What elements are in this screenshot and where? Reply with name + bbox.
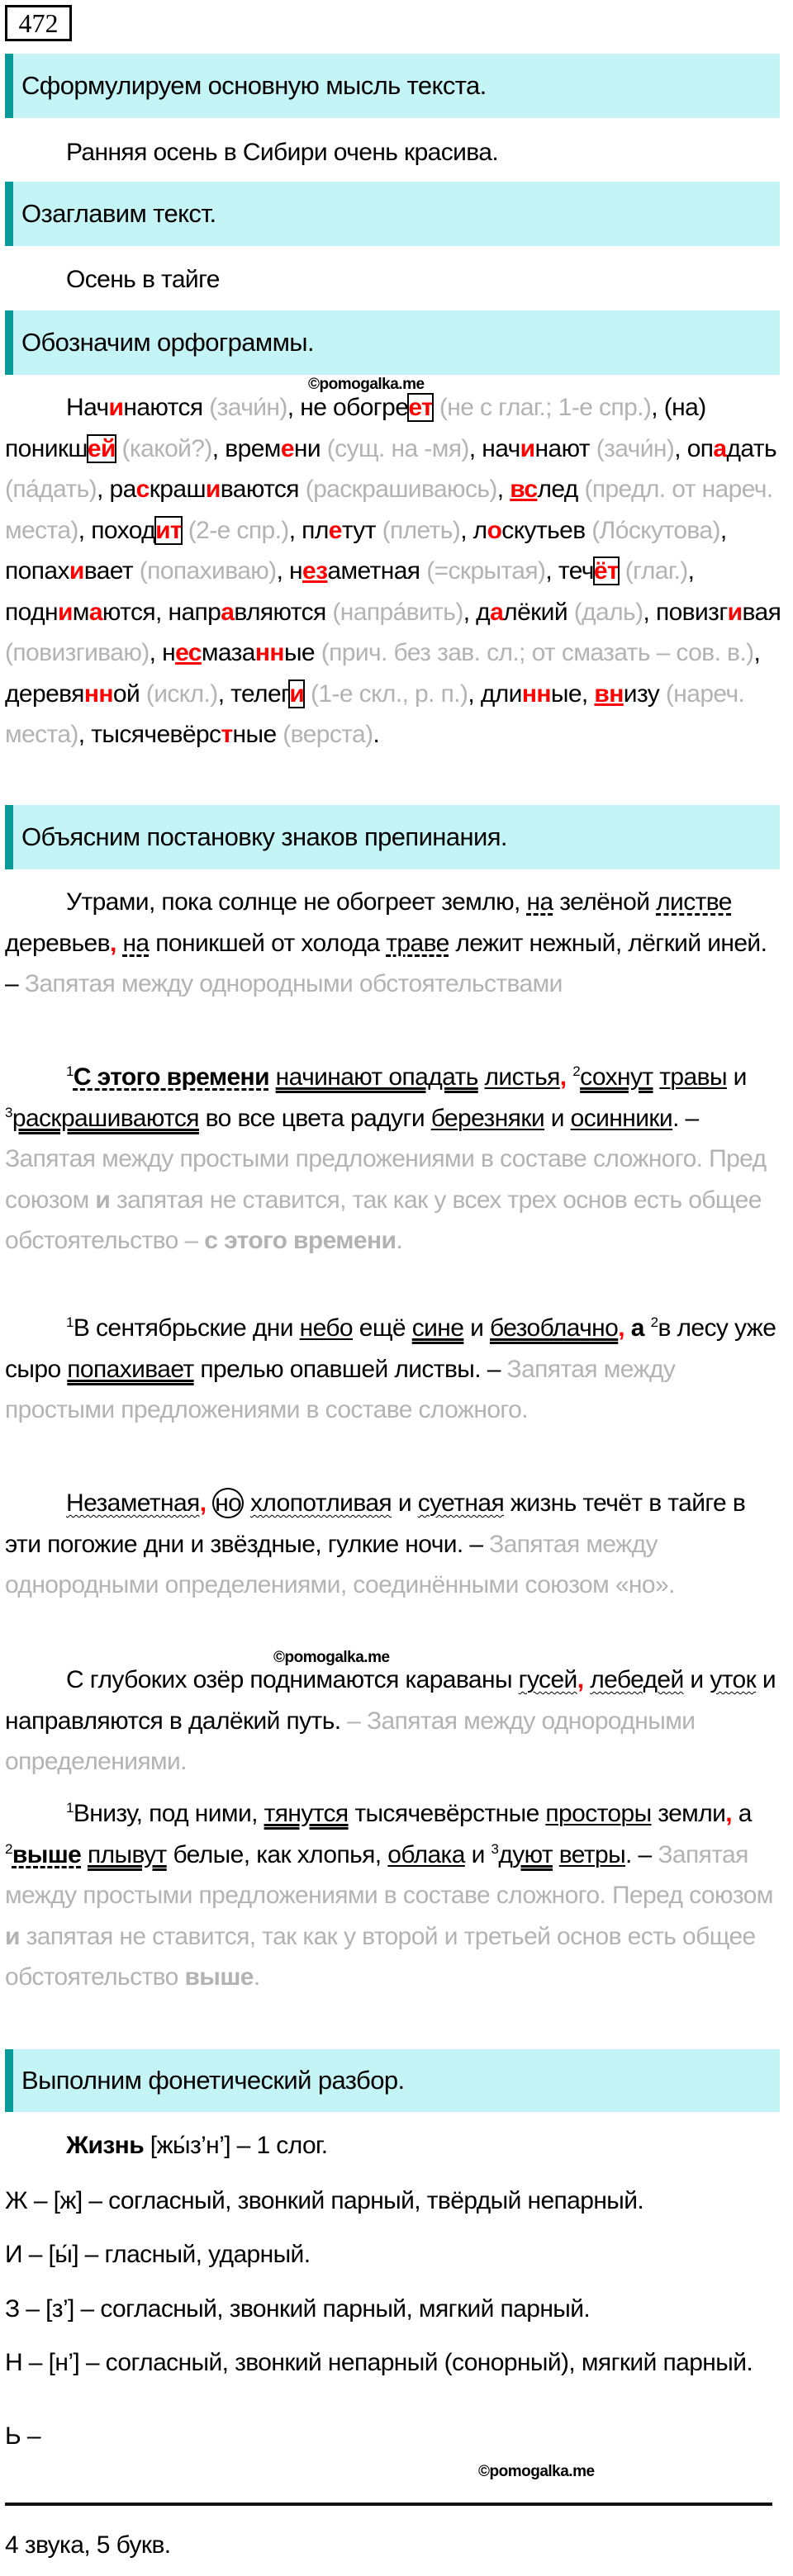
punctuation-comma: ,: [618, 1314, 624, 1342]
text: [553, 1841, 559, 1868]
phonetic-letter-n: Н – [н’] – согласный, звонкий непарный (сонорный), мягкий парный.: [5, 2349, 753, 2376]
text: .: [373, 721, 380, 748]
boxed-ending: и: [289, 680, 305, 708]
punctuation-paragraph-4: [5, 1483, 783, 1606]
text: ые: [283, 639, 321, 666]
comment-text: Запятая между простыми предложениями в составе сложного. Пред союзом: [5, 1145, 767, 1214]
predicate: плывут: [87, 1840, 167, 1868]
comment-text: (искл.): [145, 680, 218, 708]
orthogram-letter: и: [57, 598, 73, 626]
comment-text: запятая не ставится, так как у второй и третьей основ есть общее обстоятельство: [5, 1922, 756, 1991]
subject: травы: [659, 1063, 727, 1091]
text: поникшей от холода: [149, 929, 387, 957]
text: ни: [293, 434, 327, 462]
clause-number: 1: [66, 1314, 74, 1330]
subject: осинники: [570, 1104, 673, 1132]
text: во все цвета радуги: [198, 1104, 431, 1132]
punctuation-comma: ,: [577, 1666, 584, 1693]
text: зелёной: [553, 888, 657, 916]
text: и: [544, 1104, 571, 1132]
orthogram-letter: нн: [254, 639, 284, 666]
clause-number: 2: [572, 1063, 581, 1079]
comment-text: Запятая между однородными определениями, соединёнными союзом «но».: [5, 1530, 675, 1598]
comment-text: (верста): [283, 721, 373, 748]
text: краш: [149, 476, 206, 503]
predicate: начинают опадать: [275, 1063, 478, 1091]
text: , тысячевёрс: [78, 721, 221, 748]
orthogram-letter: и: [520, 434, 535, 462]
comment-text: (глаг.): [624, 557, 688, 585]
punctuation-paragraph-6: [5, 1793, 783, 1998]
text: ваются: [220, 476, 306, 503]
subject: листья: [484, 1063, 560, 1091]
text: жизнь течёт в тайге в эти погожие дни и звёздные, гулкие ночи. –: [5, 1489, 746, 1558]
watermark: ©pomogalka.me: [273, 1649, 390, 1666]
attribute: хлопотливая: [250, 1489, 392, 1517]
comment-text: (нареч. места): [5, 680, 745, 748]
text: вая: [742, 598, 781, 626]
text: лежит нежный, лёгкий иней. –: [5, 929, 767, 997]
text: Утрами, пока солнце не обогреет землю,: [66, 888, 527, 916]
phonetic-summary: 4 звука, 5 букв.: [5, 2531, 171, 2559]
subject: березняки: [430, 1104, 545, 1132]
predicate: попахивает: [67, 1355, 194, 1383]
text: прелью опавшей листвы. –: [193, 1355, 507, 1383]
text: , врем: [211, 434, 281, 462]
text: , попах: [5, 516, 727, 585]
comment-text: (какой?): [121, 434, 212, 462]
predicate: сине: [411, 1314, 464, 1342]
subject: просторы: [545, 1800, 652, 1827]
text: и: [464, 1840, 491, 1868]
adverbial-modifier: на: [122, 929, 150, 957]
text: в лесу уже сыро: [5, 1314, 776, 1383]
text: и: [392, 1489, 418, 1517]
text: [619, 557, 625, 585]
orthogram-letter: нн: [521, 680, 551, 708]
text: , оп: [674, 434, 714, 462]
main-idea-text: Ранняя осень в Сибири очень красива.: [66, 139, 499, 166]
text: ые,: [550, 680, 595, 708]
text: . –: [672, 1104, 699, 1132]
text: [304, 680, 311, 708]
comment-text: (Ло́скутова): [591, 516, 720, 544]
text: , деревя: [5, 639, 761, 708]
attribute: уток: [710, 1666, 757, 1693]
text: ные: [232, 721, 283, 748]
adverbial-modifier: траве: [386, 929, 449, 957]
orthogram-letter: с: [135, 476, 150, 503]
text: С глубоких озёр поднимаются караваны: [66, 1666, 519, 1693]
text: ,: [496, 476, 510, 503]
punctuation-paragraph-1: [5, 882, 783, 1005]
text: [478, 1063, 485, 1091]
text: вает: [83, 557, 140, 585]
predicate: раскрашиваются: [12, 1104, 199, 1132]
bold-text: а: [630, 1314, 644, 1342]
comment-text: (не с глаг.; 1-е спр.): [439, 394, 652, 421]
comment-text: запятая не ставится, так как у всех трех основ есть общее обстоятельство –: [5, 1186, 762, 1254]
clause-number: 3: [5, 1104, 12, 1120]
phonetic-letter-zh: Ж – [ж] – согласный, звонкий парный, твёрдый непарный.: [5, 2187, 644, 2214]
adverbial-modifier-bold: С этого времени: [73, 1063, 269, 1091]
comment-text: (па́дать): [5, 476, 97, 503]
comment-text: .: [253, 1963, 260, 1991]
phonetic-letter-z: З – [з’] – согласный, звонкий парный, мягкий парный.: [5, 2295, 591, 2323]
text: и: [683, 1666, 710, 1693]
section-heading-orthograms: Обозначим орфограммы.: [5, 310, 780, 375]
clause-number: 2: [5, 1840, 12, 1857]
boxed-ending: ей: [87, 434, 116, 462]
text: , теч: [545, 557, 594, 585]
text: а: [732, 1800, 752, 1827]
text: , дли: [468, 680, 522, 708]
adverbial-modifier-bold: выше: [12, 1840, 82, 1868]
prefix-underlined: вн: [594, 680, 624, 708]
text: , ра: [97, 476, 136, 503]
text: тысячевёрстные: [348, 1800, 546, 1827]
text: [624, 1314, 631, 1342]
predicate: тянутся: [264, 1800, 349, 1827]
comment-text: (2-е спр.): [188, 516, 289, 544]
comment-text: (=скрытая): [426, 557, 546, 585]
orthogram-letter: а: [490, 598, 504, 626]
subject: облака: [387, 1840, 465, 1868]
subject: небо: [299, 1314, 353, 1342]
prefix-underlined: вс: [510, 476, 538, 503]
comment-text: Запятая между однородными обстоятельствами: [24, 970, 563, 997]
text: м: [72, 598, 89, 626]
text: [244, 1489, 250, 1517]
punctuation-comma: ,: [559, 1063, 567, 1091]
punctuation-paragraph-2: [5, 1057, 783, 1262]
text: деревьев: [5, 929, 110, 957]
punctuation-paragraph-3: [5, 1308, 783, 1431]
text: аметная: [327, 557, 427, 585]
text: [жы́з’н’] – 1 слог.: [144, 2132, 328, 2159]
attribute: суетная: [417, 1489, 505, 1517]
text: лёкий: [503, 598, 574, 626]
bold-text: Жизнь: [66, 2132, 145, 2159]
divider-line: [5, 2503, 772, 2506]
text: тут: [341, 516, 382, 544]
comment-bold: выше: [184, 1963, 254, 1991]
text: [116, 435, 122, 462]
text: наются: [123, 394, 210, 421]
comment-bold: и: [5, 1922, 20, 1950]
orthogram-letter: е: [280, 434, 294, 462]
title-text: Осень в тайге: [66, 266, 220, 293]
text: дать: [726, 434, 777, 462]
text: , нач: [468, 434, 520, 462]
comment-bold: и: [95, 1186, 111, 1214]
comment-text: .: [396, 1227, 403, 1254]
punctuation-paragraph-5: [5, 1660, 783, 1783]
text: ются, напр: [102, 598, 221, 626]
orthograms-paragraph: [5, 387, 783, 755]
section-heading-title: Озаглавим текст.: [5, 182, 780, 246]
comment-text: – Запятая между однородными определениями.: [5, 1707, 696, 1775]
comment-bold: с этого времени: [204, 1227, 396, 1254]
comment-text: (зачи́н): [596, 434, 675, 462]
text: . –: [625, 1840, 658, 1868]
orthogram-letter: а: [88, 598, 102, 626]
circled-conjunction: но: [212, 1488, 244, 1518]
comment-text: (прич. без зав. сл.; от смазать – сов. в.): [321, 639, 754, 666]
text: [269, 1063, 276, 1091]
text: , телег: [217, 680, 290, 708]
text: , поход: [78, 516, 156, 544]
attribute: Незаметная: [66, 1489, 200, 1517]
orthogram-letter: о: [487, 516, 502, 544]
watermark: ©pomogalka.me: [308, 376, 425, 393]
comment-text: (раскрашиваюсь): [305, 476, 497, 503]
text: маза: [201, 639, 255, 666]
orthogram-letter: а: [713, 434, 727, 462]
subject: ветры: [558, 1840, 626, 1868]
task-number: 472: [5, 5, 72, 41]
text: [433, 394, 439, 421]
boxed-ending: ёт: [593, 557, 620, 585]
text: , н: [149, 639, 176, 666]
orthogram-letter: нн: [83, 680, 113, 708]
text: , пл: [288, 516, 329, 544]
attribute: лебедей: [590, 1666, 684, 1693]
orthogram-letter: и: [69, 557, 84, 585]
text: [81, 1841, 88, 1868]
comment-text: (плеть): [382, 516, 461, 544]
text: вляются: [234, 598, 333, 626]
text: белые, как хлопья,: [166, 1840, 388, 1868]
text: и: [463, 1314, 490, 1342]
predicate: безоблачно: [490, 1314, 619, 1342]
text: В сентябрьские дни: [73, 1314, 300, 1342]
text: , не обогре: [287, 394, 409, 421]
punctuation-comma: ,: [109, 929, 116, 957]
text: Внизу, под ними,: [73, 1800, 264, 1827]
orthogram-letter: и: [727, 598, 743, 626]
adverbial-modifier: на: [526, 888, 553, 916]
orthogram-letter: и: [205, 476, 221, 503]
text: [644, 1314, 651, 1342]
text: земли: [651, 1800, 726, 1827]
comment-text: (даль): [573, 598, 643, 626]
comment-text: Запятая между простыми предложениями в составе сложного.: [5, 1355, 676, 1423]
text: , повизг: [643, 598, 728, 626]
clause-number: 2: [650, 1314, 658, 1330]
boxed-ending: ет: [408, 394, 434, 421]
clause-number: 3: [491, 1840, 499, 1857]
comment-text: (сущ. на -мя): [326, 434, 469, 462]
clause-number: 1: [66, 1063, 74, 1079]
comment-text: (зачи́н): [209, 394, 287, 421]
section-heading-phonetics: Выполним фонетический разбор.: [5, 2049, 780, 2112]
section-heading-punctuation: Объясним постановку знаков препинания.: [5, 805, 780, 869]
attribute: гусей: [518, 1666, 577, 1693]
orthogram-letter: и: [108, 394, 124, 421]
comment-text: (предл. от нареч. места): [5, 476, 773, 544]
orthogram-letter: а: [221, 598, 235, 626]
text: скутьев: [501, 516, 592, 544]
text: и: [726, 1063, 747, 1091]
text: изу: [623, 680, 666, 708]
adverbial-modifier: листве: [656, 888, 732, 916]
orthogram-letter: е: [328, 516, 342, 544]
phonetic-word-line: [5, 2125, 781, 2166]
text: и направляются в далёкий путь.: [5, 1666, 776, 1735]
watermark: ©pomogalka.me: [478, 2463, 595, 2480]
text: ещё: [353, 1314, 412, 1342]
text: [182, 517, 188, 544]
orthogram-letter: т: [221, 721, 233, 748]
comment-text: (напра́вить): [332, 598, 463, 626]
text: нают: [534, 434, 596, 462]
text: лед: [537, 476, 585, 503]
phonetic-letter-soft-sign: Ь –: [5, 2422, 40, 2450]
text: Нач: [66, 394, 109, 421]
predicate: дуют: [498, 1840, 553, 1868]
clause-number: 1: [66, 1800, 74, 1816]
phonetic-letter-i: И – [ы́] – гласный, ударный.: [5, 2241, 311, 2268]
text: , подн: [5, 557, 695, 626]
prefix-underlined: ес: [175, 639, 202, 666]
punctuation-comma: ,: [725, 1800, 733, 1827]
punctuation-comma: ,: [199, 1489, 207, 1517]
text: , д: [463, 598, 491, 626]
text: ой: [112, 680, 146, 708]
text: , л: [460, 516, 487, 544]
comment-text: (попахиваю): [139, 557, 277, 585]
comment-text: (1-е скл., р. п.): [310, 680, 468, 708]
section-heading-main-idea: Сформулируем основную мысль текста.: [5, 54, 780, 118]
text: , н: [276, 557, 303, 585]
comment-text: (повизгиваю): [5, 639, 150, 666]
prefix-underlined: ез: [302, 557, 328, 585]
predicate: сохнут: [580, 1063, 653, 1091]
comment-text: Запятая между простыми предложениями в составе сложного. Перед союзом: [5, 1840, 773, 1909]
text: , (на) поникш: [5, 394, 706, 462]
boxed-ending: ит: [155, 516, 182, 544]
